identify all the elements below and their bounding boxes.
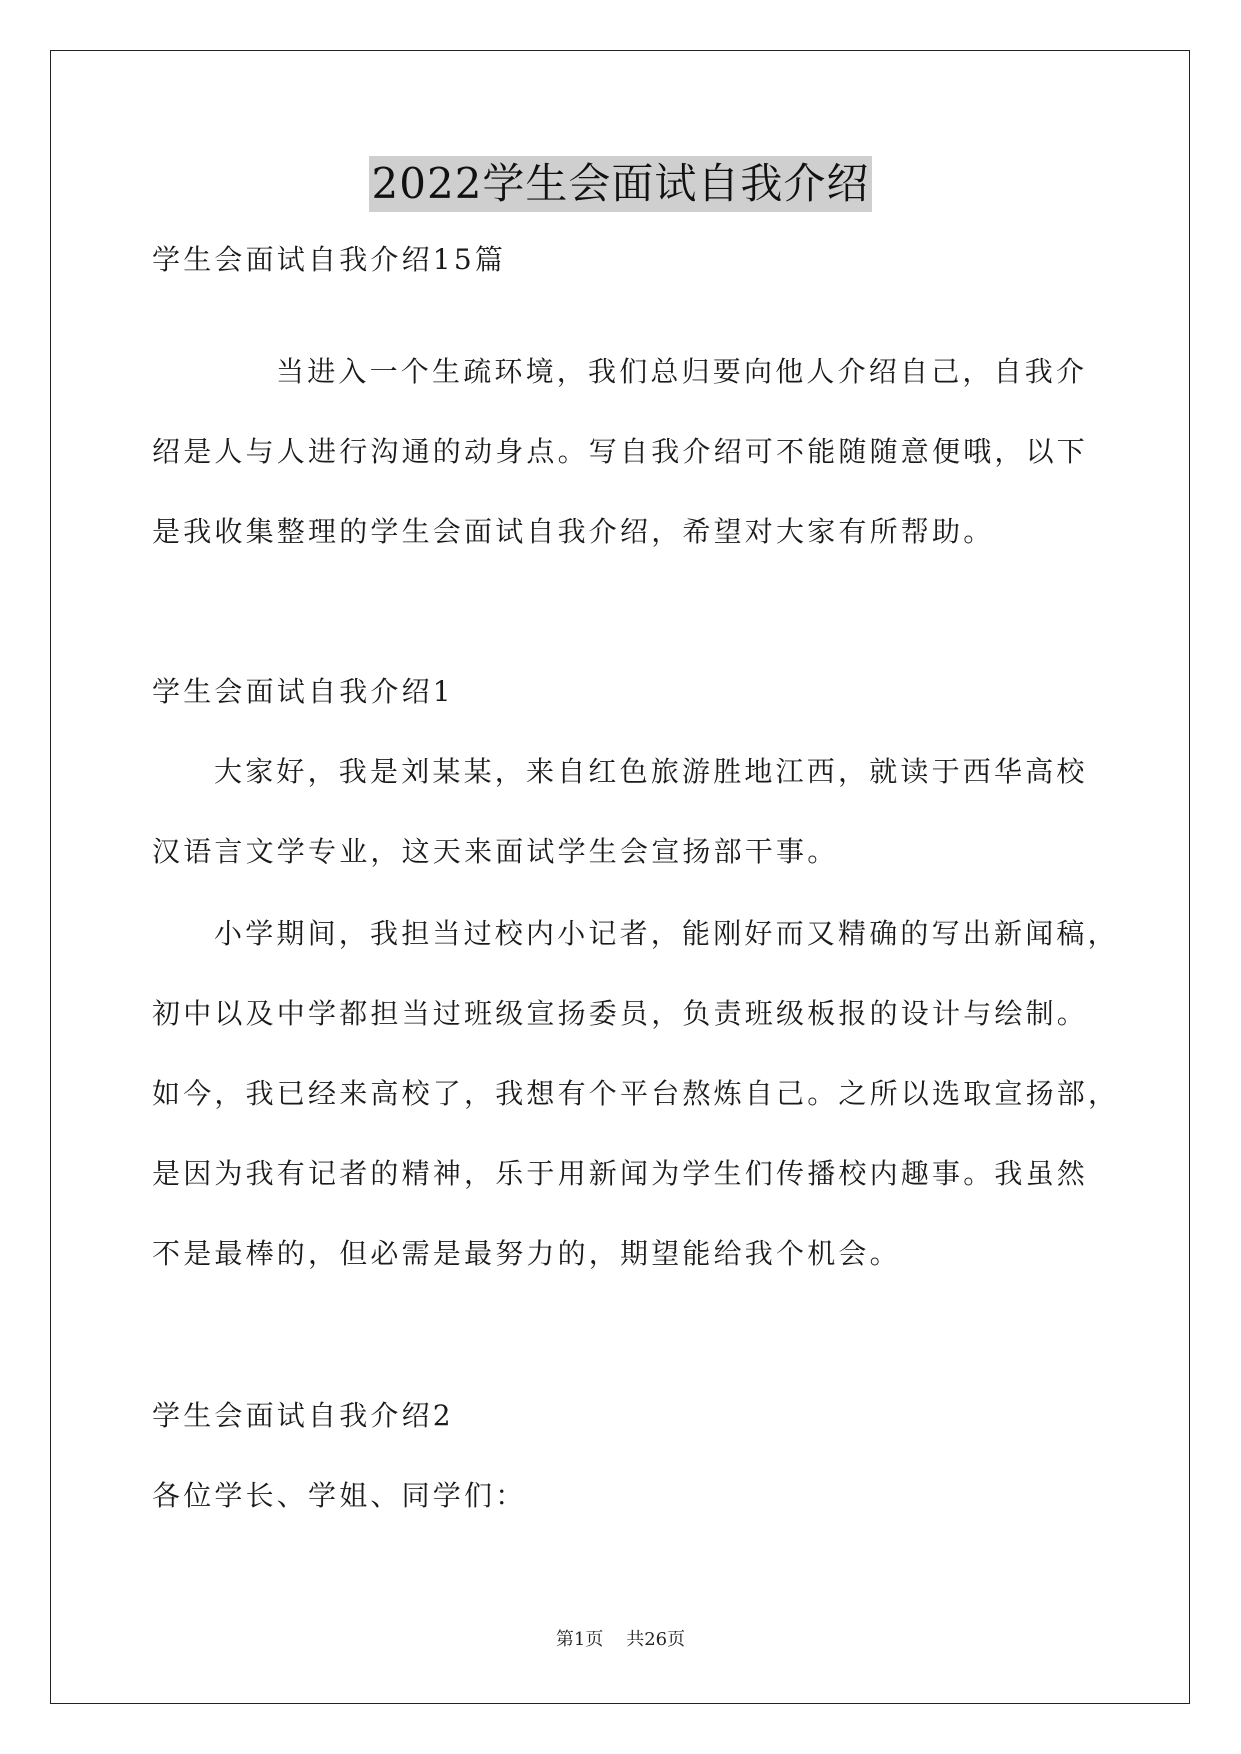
intro-line-2: 绍是人与人进行沟通的动身点。写自我介绍可不能随随意便哦，以下 bbox=[152, 435, 1089, 468]
document-title: 2022学生会面试自我介绍 bbox=[369, 156, 873, 212]
section-1-heading: 学生会面试自我介绍1 bbox=[152, 675, 454, 708]
title-container bbox=[0, 156, 1241, 212]
section-2-heading: 学生会面试自我介绍2 bbox=[152, 1399, 454, 1432]
section-1-para1-line-1: 大家好，我是刘某某，来自红色旅游胜地江西，就读于西华高校 bbox=[214, 755, 1088, 788]
section-1-para2-line-5: 不是最棒的，但必需是最努力的，期望能给我个机会。 bbox=[152, 1237, 901, 1270]
page-footer bbox=[0, 1628, 1241, 1652]
page-border bbox=[50, 50, 1190, 1704]
section-1-para2-line-4: 是因为我有记者的精神，乐于用新闻为学生们传播校内趣事。我虽然 bbox=[152, 1157, 1089, 1190]
page-number-label: 第1页 bbox=[555, 1629, 604, 1650]
page-total-label: 共26页 bbox=[626, 1629, 686, 1650]
section-1-para2-line-2: 初中以及中学都担当过班级宣扬委员，负责班级板报的设计与绘制。 bbox=[152, 997, 1089, 1030]
intro-line-3: 是我收集整理的学生会面试自我介绍，希望对大家有所帮助。 bbox=[152, 515, 995, 548]
section-1-para2-line-3: 如今，我已经来高校了，我想有个平台熬炼自己。之所以选取宣扬部， bbox=[152, 1077, 1120, 1110]
section-2-greeting: 各位学长、学姐、同学们： bbox=[152, 1479, 527, 1512]
section-1-para1-line-2: 汉语言文学专业，这天来面试学生会宣扬部干事。 bbox=[152, 835, 839, 868]
section-1-para2-line-1: 小学期间，我担当过校内小记者，能刚好而又精确的写出新闻稿， bbox=[214, 917, 1119, 950]
intro-line-1: 当进入一个生疏环境，我们总归要向他人介绍自己，自我介 bbox=[276, 355, 1088, 388]
document-subtitle: 学生会面试自我介绍15篇 bbox=[152, 243, 507, 276]
